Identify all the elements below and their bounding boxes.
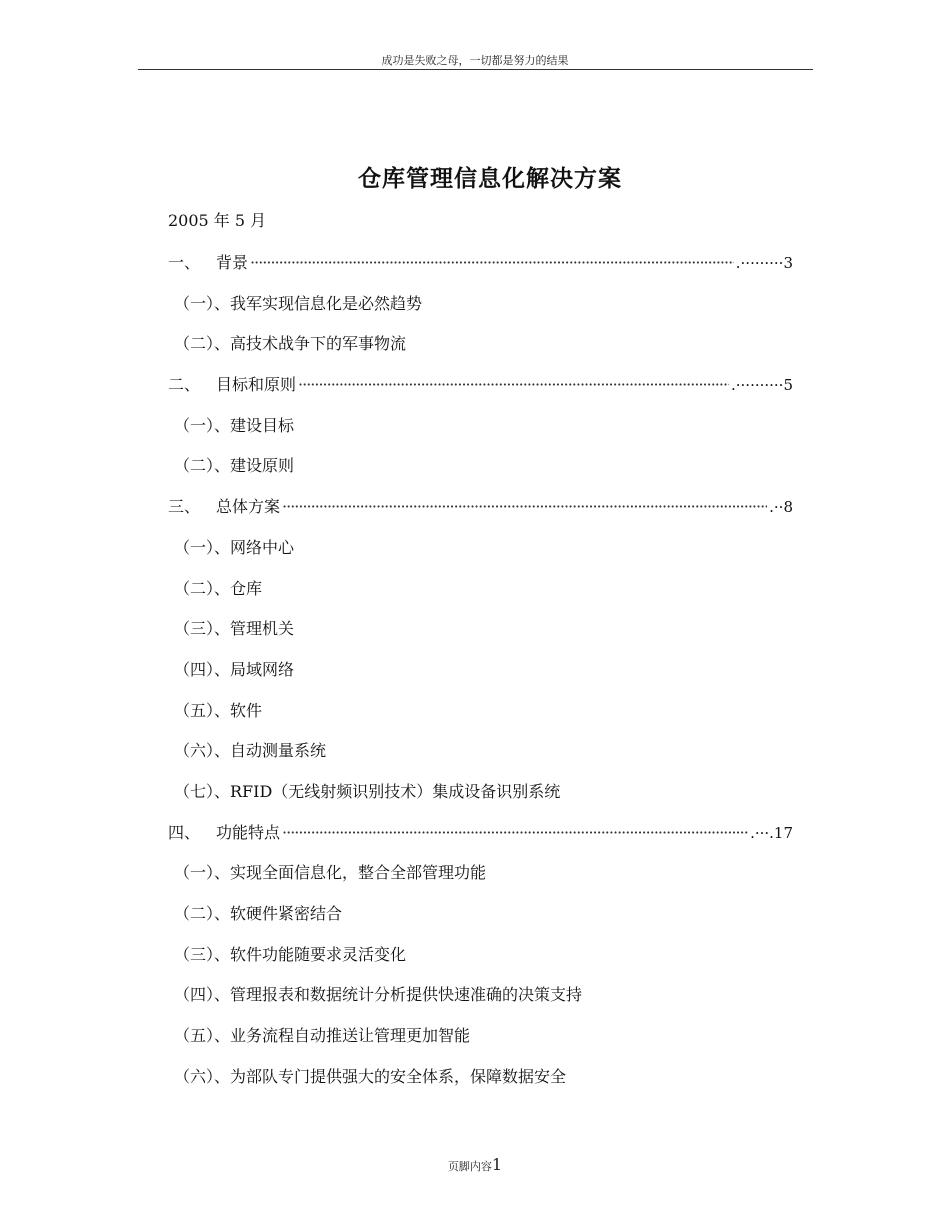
toc-subsection-entry[interactable]: [168, 935, 793, 976]
toc-section-entry[interactable]: [168, 365, 793, 406]
toc-subsection-entry[interactable]: [168, 446, 793, 487]
toc-page-number: .··8: [769, 498, 793, 517]
toc-page-number: .·········3: [735, 254, 793, 272]
toc-subsection-label: （七）、RFID（无线射频识别技术）集成设备识别系统: [174, 781, 561, 801]
toc-section-number: 四、: [168, 822, 201, 842]
toc-section-entry[interactable]: [168, 813, 793, 854]
toc-page-number: .··········5: [731, 376, 793, 395]
toc-subsection-entry[interactable]: [168, 650, 793, 691]
toc-subsection-entry[interactable]: [168, 1057, 793, 1098]
toc-subsection-label: （二）、建设原则: [174, 456, 295, 476]
toc-subsection-entry[interactable]: [168, 894, 793, 935]
toc-subsection-label: （二）、软硬件紧密结合: [174, 904, 343, 923]
toc-subsection-label: （三）、管理机关: [174, 619, 295, 639]
document-date: 2005 年 5 月: [168, 211, 267, 230]
toc-subsection-entry[interactable]: [168, 284, 793, 325]
toc-subsection-label: （六）、自动测量系统: [174, 741, 327, 761]
toc-section-label: 功能特点: [216, 822, 281, 842]
document-title: 仓库管理信息化解决方案: [358, 166, 622, 192]
header-divider: [138, 69, 813, 70]
toc-section-number: 一、: [168, 253, 201, 272]
toc-subsection-entry[interactable]: [168, 731, 793, 772]
toc-section-entry[interactable]: [168, 487, 793, 528]
toc-subsection-label: （一）、实现全面信息化，整合全部管理功能: [174, 863, 487, 883]
toc-subsection-label: （三）、软件功能随要求灵活变化: [174, 944, 407, 964]
toc-subsection-label: （六）、为部队专门提供强大的安全体系，保障数据安全: [174, 1066, 567, 1086]
toc-section-number: 三、: [168, 497, 201, 517]
toc-subsection-label: （一）、我军实现信息化是必然趋势: [174, 293, 423, 313]
toc-subsection-entry[interactable]: [168, 691, 793, 732]
toc-dot-leader: [282, 813, 748, 854]
page-header: 成功是失败之母，一切都是努力的结果: [381, 54, 569, 67]
toc-subsection-entry[interactable]: [168, 1016, 793, 1057]
toc-subsection-entry[interactable]: [168, 853, 793, 894]
toc-section-label: 总体方案: [216, 497, 281, 517]
toc-subsection-label: （一）、建设目标: [174, 415, 295, 435]
toc-subsection-entry[interactable]: [168, 975, 793, 1016]
toc-section-label: 背景: [216, 253, 249, 272]
toc-subsection-label: （二）、高技术战争下的军事物流: [174, 334, 407, 354]
toc-subsection-label: （四）、管理报表和数据统计分析提供快速准确的决策支持: [174, 985, 583, 1005]
toc-subsection-entry[interactable]: [168, 324, 793, 365]
toc-section-entry[interactable]: [168, 243, 793, 284]
footer-text: 页脚内容: [447, 1160, 492, 1173]
toc-subsection-entry[interactable]: [168, 406, 793, 447]
table-of-contents: [168, 243, 793, 1097]
toc-page-number: .···.17: [750, 823, 793, 842]
toc-subsection-entry[interactable]: [168, 772, 793, 813]
toc-subsection-entry[interactable]: [168, 528, 793, 569]
toc-dot-leader: [298, 365, 729, 406]
toc-dot-leader: [282, 487, 767, 528]
toc-subsection-label: （五）、软件: [174, 700, 263, 720]
toc-subsection-label: （二）、仓库: [174, 578, 263, 598]
toc-subsection-label: （一）、网络中心: [174, 537, 295, 557]
toc-dot-leader: [250, 243, 734, 284]
page-footer: [0, 1155, 950, 1174]
toc-subsection-label: （五）、业务流程自动推送让管理更加智能: [174, 1026, 471, 1046]
toc-subsection-entry[interactable]: [168, 609, 793, 650]
toc-subsection-entry[interactable]: [168, 569, 793, 610]
toc-section-label: 目标和原则: [216, 375, 297, 395]
toc-subsection-label: （四）、局域网络: [174, 659, 295, 679]
page-number: 1: [491, 1155, 503, 1174]
toc-section-number: 二、: [168, 375, 201, 395]
